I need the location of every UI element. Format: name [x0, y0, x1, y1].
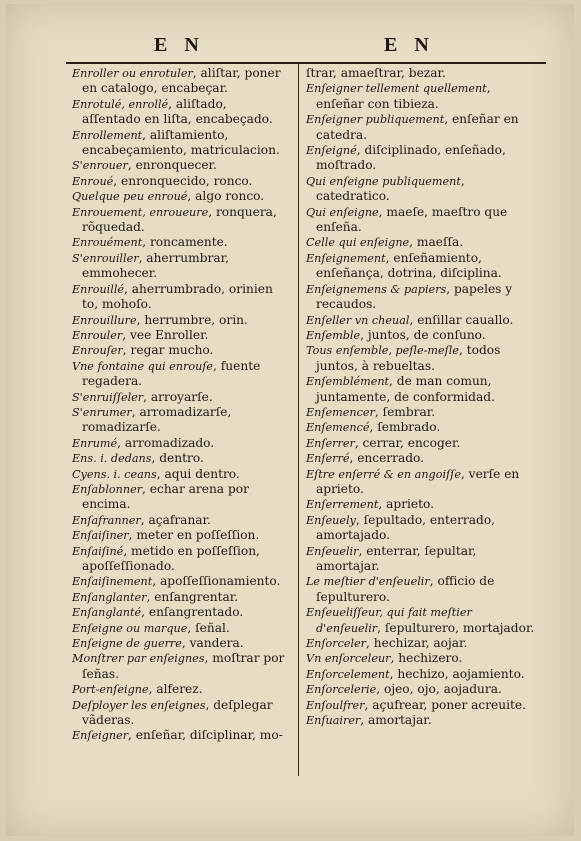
entry-headword: Enſemblément [306, 375, 390, 389]
entry-headword: Enroller ou enrotuler [72, 67, 193, 80]
dictionary-entry [72, 467, 285, 482]
dictionary-entry [306, 698, 536, 713]
dictionary-entry [72, 390, 285, 405]
entry-headword: Enſeigner publiquement [306, 113, 445, 127]
entry-headword: Enſaiſinement [72, 575, 153, 589]
dictionary-entry [306, 81, 536, 112]
dictionary-entry [306, 405, 536, 420]
right-column [306, 66, 536, 728]
entry-definition: , apoſſeſſionamiento. [152, 574, 281, 589]
entry-definition: , hechizero. [390, 651, 463, 666]
dictionary-entry [306, 66, 536, 81]
entry-headword: Enſanglanter [72, 590, 147, 604]
entry-headword: S'enrouiller [72, 251, 139, 265]
dictionary-entry [306, 651, 536, 666]
entry-headword: Enſeuelir [306, 544, 359, 558]
entry-headword: Enrouler [72, 328, 123, 342]
entry-headword: Tous enſemble, peſle-meſle [306, 344, 459, 358]
entry-definition: , deſplegar vãderas. [82, 697, 273, 728]
entry-definition: , metido en poſſeſſion, apoſſeſſionado. [82, 543, 260, 573]
entry-definition: , de man comun, juntamente, de conformidad. [316, 374, 495, 404]
entry-definition: , papeles y recaudos. [316, 281, 513, 312]
dictionary-entry [72, 235, 285, 250]
entry-definition: , enſeñar, diſciplinar, mo- [128, 728, 283, 743]
entry-headword: Enſerrement [306, 498, 379, 512]
entry-headword: Enrouillure [72, 313, 137, 327]
entry-definition: , diſciplinado, enſeñado, moſtrado. [316, 143, 506, 173]
entry-definition: , algo ronco. [187, 189, 265, 204]
entry-headword: Enſablonner [72, 482, 143, 496]
entry-headword: Enrouément [72, 236, 143, 250]
entry-definition: , maeſſa. [409, 235, 464, 250]
entry-definition: , roncamente. [142, 235, 228, 250]
entry-definition: , meter en poſſeſſion. [128, 528, 260, 543]
entry-definition: , juntos, de conſuno. [360, 327, 486, 342]
dictionary-entry [72, 66, 285, 97]
entry-definition: , enſangrentar. [146, 589, 239, 604]
entry-definition: , açufrear, poner acreuite. [364, 697, 527, 712]
entry-headword: Vn enſorceleur [306, 652, 391, 666]
dictionary-entry [72, 128, 285, 159]
dictionary-entry [306, 436, 536, 451]
dictionary-entry [306, 574, 536, 605]
entry-definition: , enſillar cauallo. [409, 312, 514, 327]
entry-definition: , fuente regadera. [82, 358, 261, 389]
entry-headword: Port-enſeigne [72, 683, 149, 697]
entry-headword: Enſeller vn cheual [306, 313, 410, 327]
dictionary-entry [306, 251, 536, 282]
entry-definition: ſtrar, amaeſtrar, bezar. [306, 66, 446, 80]
dictionary-entry [72, 189, 285, 204]
dictionary-entry [306, 174, 536, 205]
entry-definition: , ojeo, ojo, aojadura. [376, 682, 502, 697]
dictionary-entry [72, 97, 285, 128]
entry-definition: , ſepulturero, mortajador. [377, 620, 535, 635]
dictionary-entry [72, 313, 285, 328]
entry-headword: Enſerrer [306, 436, 355, 450]
dictionary-page [6, 4, 574, 836]
dictionary-entry [306, 420, 536, 435]
entry-definition: , vee Enroller. [122, 327, 209, 342]
entry-headword: Monſtrer par enſeignes [72, 652, 205, 666]
entry-headword: Enſeigne ou marque [72, 621, 188, 635]
dictionary-entry [72, 574, 285, 589]
entry-definition: , enronquecido, ronco. [113, 173, 253, 188]
dictionary-entry [306, 513, 536, 544]
column-divider [298, 64, 299, 776]
entry-headword: Enſorceler [306, 637, 367, 651]
entry-headword: Enſeigner tellement quellement [306, 82, 487, 96]
dictionary-entry [72, 158, 285, 173]
dictionary-entry [306, 374, 536, 405]
entry-headword: Qui enſeigne publiquement [306, 174, 461, 188]
dictionary-entry [306, 328, 536, 343]
dictionary-entry [306, 467, 536, 498]
entry-headword: Vne fontaine qui enrouſe [72, 359, 214, 373]
entry-definition: , aqui dentro. [156, 466, 240, 481]
entry-headword: Le meſtier d'enſeuelir [306, 575, 430, 589]
entry-headword: Celle qui enſeigne [306, 236, 410, 250]
entry-headword: Enſaiſiner [72, 529, 129, 543]
entry-definition: , enſeñar con tibieza. [316, 81, 491, 111]
running-header-right: E N [384, 34, 435, 56]
entry-headword: S'enrumer [72, 405, 132, 419]
entry-headword: Enſeigné [306, 144, 357, 158]
dictionary-entry [306, 143, 536, 174]
entry-definition: , dentro. [151, 451, 204, 466]
dictionary-entry [306, 682, 536, 697]
dictionary-entry [72, 621, 285, 636]
dictionary-entry [306, 343, 536, 374]
dictionary-entry [72, 328, 285, 343]
entry-definition: , arromadizarſe, romadizarſe. [82, 404, 232, 435]
dictionary-entry [72, 528, 285, 543]
entry-headword: Quelque peu enroué [72, 190, 188, 204]
dictionary-entry [72, 513, 285, 528]
dictionary-entry [72, 251, 285, 282]
entry-definition: , ſembrar. [374, 404, 436, 419]
entry-definition: , aherrumbrar, emmohecer. [82, 250, 229, 281]
entry-headword: Enſeigner [72, 729, 129, 743]
entry-headword: Enſeuely [306, 513, 356, 527]
left-column [72, 66, 285, 744]
entry-definition: , alferez. [148, 682, 203, 697]
entry-headword: Deſployer les enſeignes [72, 698, 206, 712]
entry-headword: Enrouement, enroueure [72, 205, 209, 219]
dictionary-entry [72, 405, 285, 436]
dictionary-entry [72, 451, 285, 466]
dictionary-entry [72, 728, 285, 743]
entry-definition: , encerrado. [349, 451, 425, 466]
dictionary-entry [72, 282, 285, 313]
entry-headword: Enſerré [306, 452, 350, 466]
entry-definition: , aprieto. [378, 497, 435, 512]
entry-definition: , ſembrado. [369, 420, 441, 435]
entry-definition: , verſe en aprieto. [316, 466, 520, 496]
entry-headword: Enrotulé, enrollé [72, 97, 169, 111]
entry-definition: , arroyarſe. [143, 389, 213, 404]
dictionary-entry [72, 605, 285, 620]
entry-definition: , moſtrar por ſeñas. [82, 651, 285, 681]
dictionary-entry [72, 590, 285, 605]
entry-headword: Enſeueliſſeur, qui fait meſtier d'enſeuelir [306, 606, 472, 635]
dictionary-entry [306, 235, 536, 250]
entry-definition: , açafranar. [140, 512, 211, 527]
entry-definition: , todos juntos, à rebueltas. [316, 343, 501, 373]
entry-definition: , aliſtado, aſſentado en liſta, encabeçado. [82, 96, 273, 127]
entry-definition: , aliſtar, poner en catalogo, encabeçar. [82, 66, 281, 96]
entry-definition: , ſeñal. [187, 620, 230, 635]
entry-headword: Enſemencer [306, 405, 375, 419]
entry-definition: , catedratico. [316, 173, 465, 204]
entry-headword: Enrouillé [72, 282, 125, 296]
running-header-left: E N [154, 34, 205, 56]
entry-headword: Enſorcelerie [306, 683, 377, 697]
entry-definition: , ſepultado, enterrado, amortajado. [316, 512, 496, 543]
dictionary-entry [306, 497, 536, 512]
entry-headword: Qui enſeigne [306, 205, 379, 219]
entry-headword: Enſeignement [306, 251, 386, 265]
entry-headword: Eſtre enſerré & en angoiſſe [306, 467, 461, 481]
entry-headword: Enſemble [306, 328, 361, 342]
entry-definition: , vandera. [181, 636, 244, 651]
entry-definition: , regar mucho. [122, 343, 214, 358]
entry-definition: , amortajar. [360, 713, 432, 728]
dictionary-entry [72, 544, 285, 575]
entry-definition: , enſangrentado. [141, 605, 244, 620]
dictionary-entry [306, 713, 536, 728]
dictionary-entry [72, 174, 285, 189]
entry-headword: Enſeigne de guerre [72, 637, 182, 651]
dictionary-entry [72, 651, 285, 682]
entry-definition: , ronquera, rõquedad. [82, 204, 277, 235]
entry-definition: , aliſtamiento, encabeçamiento, matriculacion. [82, 127, 280, 158]
entry-definition: , officio de ſepulturero. [316, 574, 495, 604]
entry-definition: , enſeñamiento, enſeñança, dotrina, diſciplina. [316, 250, 502, 281]
dictionary-entry [72, 698, 285, 729]
entry-headword: Enſanglanté [72, 606, 142, 620]
entry-definition: , enronquecer. [127, 158, 217, 173]
dictionary-entry [72, 436, 285, 451]
entry-definition: , herrumbre, orin. [136, 312, 248, 327]
dictionary-entry [306, 112, 536, 143]
dictionary-entry [72, 636, 285, 651]
dictionary-entry [306, 313, 536, 328]
entry-definition: , echar arena por encima. [82, 481, 249, 512]
entry-headword: Enſeignemens & papiers [306, 282, 447, 296]
dictionary-entry [306, 205, 536, 236]
dictionary-entry [306, 605, 536, 636]
entry-headword: Enſaiſiné [72, 544, 124, 558]
dictionary-entry [306, 667, 536, 682]
dictionary-entry [72, 205, 285, 236]
dictionary-entry [72, 682, 285, 697]
entry-headword: S'enruiſſeler [72, 390, 144, 404]
dictionary-entry [306, 636, 536, 651]
header-rule [66, 62, 546, 64]
entry-headword: Enrumé [72, 436, 118, 450]
entry-definition: , hechizar, aojar. [366, 636, 468, 651]
dictionary-entry [306, 451, 536, 466]
entry-definition: , aherrumbrado, orinien to, mohoſo. [82, 281, 273, 312]
entry-headword: Enſemencé [306, 421, 370, 435]
dictionary-entry [72, 482, 285, 513]
entry-definition: , arromadizado. [117, 435, 215, 450]
entry-definition: , enterrar, ſepultar, amortajar. [316, 543, 477, 573]
entry-headword: Enrouſer [72, 344, 123, 358]
entry-headword: Enrollement [72, 128, 143, 142]
dictionary-entry [306, 544, 536, 575]
entry-definition: , cerrar, encoger. [354, 435, 461, 450]
entry-definition: , maeſe, maeſtro que enſeña. [316, 204, 508, 235]
entry-definition: , hechizo, aojamiento. [389, 666, 525, 681]
entry-definition: , enſeñar en catedra. [316, 112, 519, 142]
entry-headword: Cyens. i. ceans [72, 467, 157, 481]
entry-headword: Enſorcelement [306, 667, 390, 681]
entry-headword: Enſoulfrer [306, 698, 365, 712]
entry-headword: Enroué [72, 174, 114, 188]
entry-headword: S'enrouer [72, 159, 128, 173]
entry-headword: Enſafranner [72, 513, 141, 527]
entry-headword: Enſuairer [306, 714, 361, 728]
dictionary-entry [72, 359, 285, 390]
entry-headword: Ens. i. dedans [72, 452, 152, 466]
dictionary-entry [306, 282, 536, 313]
dictionary-entry [72, 343, 285, 358]
